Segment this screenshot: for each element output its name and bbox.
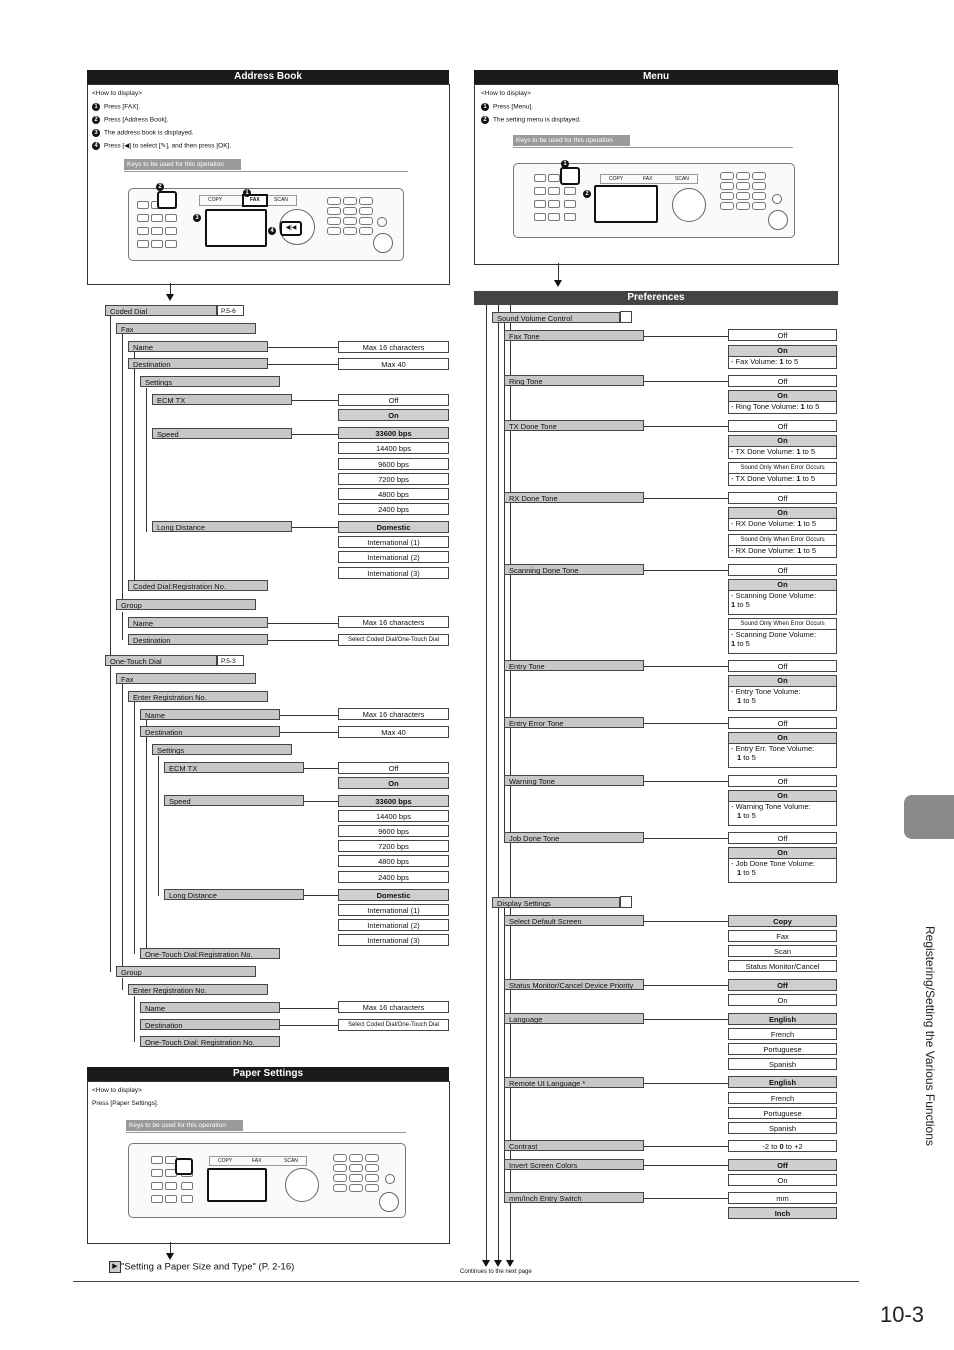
lang-french: French bbox=[728, 1028, 837, 1040]
fax-key[interactable]: FAX bbox=[242, 194, 268, 207]
onetouch-group-reg-item: One-Touch Dial: Registration No. bbox=[140, 1036, 280, 1047]
coded-name-value: Max 16 characters bbox=[338, 341, 449, 353]
coded-speed-item: Speed bbox=[152, 428, 292, 439]
onetouch-dist-1: Domestic bbox=[338, 889, 449, 901]
coded-speed-4: 7200 bps bbox=[338, 473, 449, 485]
rx-done-tone-item: RX Done Tone bbox=[504, 492, 644, 503]
fax-tone-item: Fax Tone bbox=[504, 330, 644, 341]
fax-tone-off: Off bbox=[728, 329, 837, 341]
invert-colors-item: Invert Screen Colors bbox=[504, 1159, 644, 1170]
onetouch-destination-value: Max 40 bbox=[338, 726, 449, 738]
coded-ecm-on: On bbox=[338, 409, 449, 421]
job-done-off: Off bbox=[728, 832, 837, 844]
continues-note: Continues to the next page bbox=[460, 1269, 532, 1275]
entry-error-tone-item: Entry Error Tone bbox=[504, 717, 644, 728]
sound-settings-icon bbox=[620, 311, 632, 323]
onetouch-group-name-value: Max 16 characters bbox=[338, 1001, 449, 1013]
paper-start-key[interactable] bbox=[379, 1192, 399, 1212]
menu-header: Menu bbox=[474, 70, 838, 84]
coded-destination-item: Destination bbox=[128, 358, 268, 369]
menu-lcd-screen bbox=[594, 185, 658, 223]
coded-dist-3: International (2) bbox=[338, 551, 449, 563]
keys-label: Keys to be used for this operation bbox=[124, 159, 241, 170]
left-key[interactable]: ◀|◀ bbox=[280, 221, 302, 236]
menu-step-2: The setting menu is displayed. bbox=[493, 116, 581, 124]
unit-mm: mm bbox=[728, 1192, 837, 1204]
coded-long-item: Long Distance bbox=[152, 521, 292, 532]
coded-speed-3: 9600 bps bbox=[338, 458, 449, 470]
onetouch-settings-item: Settings bbox=[152, 744, 292, 755]
lcd-screen bbox=[205, 209, 267, 247]
coded-destination-value: Max 40 bbox=[338, 358, 449, 370]
coded-dist-2: International (1) bbox=[338, 536, 449, 548]
scan-done-on-box: On - Scanning Done Volume: 1 to 5 bbox=[728, 579, 837, 615]
entry-tone-on-box: On - Entry Tone Volume: 1 to 5 bbox=[728, 675, 837, 711]
tx-done-tone-item: TX Done Tone bbox=[504, 420, 644, 431]
invert-on: On bbox=[728, 1174, 837, 1186]
lang-spanish: Spanish bbox=[728, 1058, 837, 1070]
screen-status: Status Monitor/Cancel bbox=[728, 960, 837, 972]
contrast-item: Contrast bbox=[504, 1140, 644, 1151]
stop-key[interactable] bbox=[377, 217, 387, 227]
reference-arrow-icon: ▶ bbox=[109, 1261, 121, 1273]
side-tab-title: Registering/Setting the Various Functions bbox=[923, 926, 937, 1146]
onetouch-speed-1: 33600 bps bbox=[338, 795, 449, 807]
onetouch-speed-item: Speed bbox=[164, 795, 304, 806]
coded-dist-1: Domestic bbox=[338, 521, 449, 533]
ring-tone-item: Ring Tone bbox=[504, 375, 644, 386]
onetouch-speed-3: 9600 bps bbox=[338, 825, 449, 837]
coded-ecm-item: ECM TX bbox=[152, 394, 292, 405]
paper-lcd-screen bbox=[207, 1168, 267, 1202]
coded-group-destination: Destination bbox=[128, 634, 268, 645]
onetouch-name-value: Max 16 characters bbox=[338, 708, 449, 720]
remote-lang-portuguese: Portuguese bbox=[728, 1107, 837, 1119]
paper-link[interactable] bbox=[109, 1261, 294, 1273]
coded-speed-1: 33600 bps bbox=[338, 427, 449, 439]
entry-error-on-box: On - Entry Err. Tone Volume: 1 to 5 bbox=[728, 732, 837, 768]
default-screen-item: Select Default Screen bbox=[504, 915, 644, 926]
remote-lang-french: French bbox=[728, 1092, 837, 1104]
menu-navigation-dial[interactable] bbox=[672, 188, 706, 222]
ring-tone-on-box: On - Ring Tone Volume: 1 to 5 bbox=[728, 390, 837, 414]
page-number: 10-3 bbox=[880, 1302, 925, 1327]
coded-group-dest-value: Select Coded Dial/One-Touch Dial bbox=[338, 634, 449, 646]
coded-reg-item: Coded Dial:Registration No. bbox=[128, 580, 268, 591]
sound-volume-item: Sound Volume Control bbox=[492, 312, 620, 323]
coded-speed-6: 2400 bps bbox=[338, 503, 449, 515]
onetouch-group-item: Group bbox=[116, 966, 256, 977]
lang-portuguese: Portuguese bbox=[728, 1043, 837, 1055]
remote-lang-spanish: Spanish bbox=[728, 1122, 837, 1134]
onetouch-ecm-item: ECM TX bbox=[164, 762, 304, 773]
address-book-edit-icon: ✎ bbox=[160, 142, 167, 150]
screen-copy: Copy bbox=[728, 915, 837, 927]
display-settings-item: Display Settings bbox=[492, 897, 620, 908]
onetouch-fax-item: Fax bbox=[116, 673, 256, 684]
onetouch-dist-3: International (2) bbox=[338, 919, 449, 931]
priority-on: On bbox=[728, 994, 837, 1006]
tx-done-off: Off bbox=[728, 420, 837, 432]
language-item: Language bbox=[504, 1013, 644, 1024]
onetouch-group-dest-value: Select Coded Dial/One-Touch Dial bbox=[338, 1019, 449, 1031]
menu-stop-key[interactable] bbox=[772, 194, 782, 204]
remote-lang-english: English bbox=[728, 1076, 837, 1088]
address-book-pane: <How to display> 1 Press [FAX]. 2 Press [Address Book]. 3 The address book is displayed. 4 Press [◀] to select [✎], and then press [OK]. Keys to be used for this operation COPY FAX SCAN ◀|◀ 2 1 3 4 bbox=[87, 84, 450, 285]
scan-done-error-box: Sound Only When Error Occurs - Scanning Done Volume: 1 to 5 bbox=[728, 618, 837, 654]
onetouch-reg-item: One-Touch Dial:Registration No. bbox=[140, 948, 280, 959]
coded-dial-page-ref: P.5-6 bbox=[217, 305, 244, 316]
rx-done-error-box: Sound Only When Error Occurs - RX Done Volume: 1 to 5 bbox=[728, 534, 837, 558]
status-priority-item: Status Monitor/Cancel Device Priority bbox=[504, 979, 644, 990]
menu-pane: <How to display> 1 Press [Menu]. 2 The setting menu is displayed. Keys to be used for this operation COPY FAX SCAN 1 2 bbox=[474, 84, 839, 265]
how-to-display: <How to display> bbox=[92, 90, 142, 97]
onetouch-page-ref: P.5-3 bbox=[217, 655, 244, 666]
scan-done-off: Off bbox=[728, 564, 837, 576]
onetouch-group-name: Name bbox=[140, 1002, 280, 1013]
entry-tone-off: Off bbox=[728, 660, 837, 672]
onetouch-dist-2: International (1) bbox=[338, 904, 449, 916]
menu-operation-panel: COPY FAX SCAN bbox=[513, 163, 795, 238]
start-key[interactable] bbox=[373, 233, 393, 253]
ring-tone-off: Off bbox=[728, 375, 837, 387]
warning-tone-on-box: On - Warning Tone Volume: 1 to 5 bbox=[728, 790, 837, 826]
onetouch-long-item: Long Distance bbox=[164, 889, 304, 900]
onetouch-name-item: Name bbox=[140, 709, 280, 720]
unit-inch: Inch bbox=[728, 1207, 837, 1219]
screen-fax: Fax bbox=[728, 930, 837, 942]
paper-settings-key[interactable] bbox=[175, 1158, 193, 1175]
step-2: Press [Address Book]. bbox=[104, 116, 169, 124]
paper-link-text[interactable]: "Setting a Paper Size and Type" (P. 2-16) bbox=[121, 1261, 295, 1273]
paper-step: Press [Paper Settings]. bbox=[92, 1100, 159, 1107]
screen-scan: Scan bbox=[728, 945, 837, 957]
onetouch-speed-6: 2400 bps bbox=[338, 871, 449, 883]
onetouch-speed-5: 4800 bps bbox=[338, 855, 449, 867]
entry-tone-item: Entry Tone bbox=[504, 660, 644, 671]
coded-speed-5: 4800 bps bbox=[338, 488, 449, 500]
step-1: Press [FAX]. bbox=[104, 103, 141, 111]
onetouch-ecm-on: On bbox=[338, 777, 449, 789]
warning-tone-item: Warning Tone bbox=[504, 775, 644, 786]
paper-navigation-dial[interactable] bbox=[285, 1168, 319, 1202]
operation-panel: COPY FAX SCAN ◀|◀ bbox=[128, 188, 404, 261]
coded-group-item: Group bbox=[116, 599, 256, 610]
rx-done-on-box: On - RX Done Volume: 1 to 5 bbox=[728, 507, 837, 531]
rx-done-off: Off bbox=[728, 492, 837, 504]
coded-name-item: Name bbox=[128, 341, 268, 352]
step-3: The address book is displayed. bbox=[104, 129, 194, 137]
job-done-on-box: On - Job Done Tone Volume: 1 to 5 bbox=[728, 847, 837, 883]
coded-ecm-off: Off bbox=[338, 394, 449, 406]
paper-settings-pane: <How to display> Press [Paper Settings]. Keys to be used for this operation COPY FAX SCAN bbox=[87, 1081, 450, 1244]
lang-english: English bbox=[728, 1013, 837, 1025]
entry-error-off: Off bbox=[728, 717, 837, 729]
chapter-tab bbox=[904, 795, 954, 839]
onetouch-dist-4: International (3) bbox=[338, 934, 449, 946]
contrast-value: -2 to 0 to +2 bbox=[728, 1140, 837, 1152]
tx-done-on-box: On - TX Done Volume: 1 to 5 bbox=[728, 435, 837, 459]
onetouch-group-destination: Destination bbox=[140, 1019, 280, 1030]
address-book-header: Address Book bbox=[87, 70, 449, 84]
menu-start-key[interactable] bbox=[768, 210, 788, 230]
onetouch-speed-2: 14400 bps bbox=[338, 810, 449, 822]
onetouch-destination-item: Destination bbox=[140, 726, 280, 737]
onetouch-ecm-off: Off bbox=[338, 762, 449, 774]
coded-dist-4: International (3) bbox=[338, 567, 449, 579]
onetouch-enter-reg: Enter Registration No. bbox=[128, 691, 268, 702]
left-arrow-icon: ◀ bbox=[124, 142, 130, 150]
coded-fax-item: Fax bbox=[116, 323, 256, 334]
menu-step-1: Press [Menu]. bbox=[493, 103, 534, 111]
remote-ui-language-item: Remote UI Language * bbox=[504, 1077, 644, 1088]
invert-off: Off bbox=[728, 1159, 837, 1171]
onetouch-speed-4: 7200 bps bbox=[338, 840, 449, 852]
job-done-tone-item: Job Done Tone bbox=[504, 832, 644, 843]
onetouch-group-enter-reg: Enter Registration No. bbox=[128, 984, 268, 995]
coded-speed-2: 14400 bps bbox=[338, 442, 449, 454]
coded-group-name: Name bbox=[128, 617, 268, 628]
display-settings-icon bbox=[620, 896, 632, 908]
coded-dial-item: Coded Dial bbox=[105, 305, 217, 316]
onetouch-dial-item: One-Touch Dial bbox=[105, 655, 217, 666]
paper-stop-key[interactable] bbox=[385, 1174, 395, 1184]
coded-group-name-value: Max 16 characters bbox=[338, 616, 449, 628]
priority-off: Off bbox=[728, 979, 837, 991]
fax-tone-on-box: On - Fax Volume: 1 to 5 bbox=[728, 345, 837, 369]
scanning-done-tone-item: Scanning Done Tone bbox=[504, 564, 644, 575]
paper-settings-header: Paper Settings bbox=[87, 1067, 449, 1081]
coded-settings-item: Settings bbox=[140, 376, 280, 387]
mm-inch-item: mm/Inch Entry Switch bbox=[504, 1192, 644, 1203]
tx-done-error-box: Sound Only When Error Occurs - TX Done Volume: 1 to 5 bbox=[728, 462, 837, 486]
warning-tone-off: Off bbox=[728, 775, 837, 787]
paper-operation-panel: COPY FAX SCAN bbox=[128, 1143, 406, 1218]
preferences-header: Preferences bbox=[474, 291, 838, 305]
